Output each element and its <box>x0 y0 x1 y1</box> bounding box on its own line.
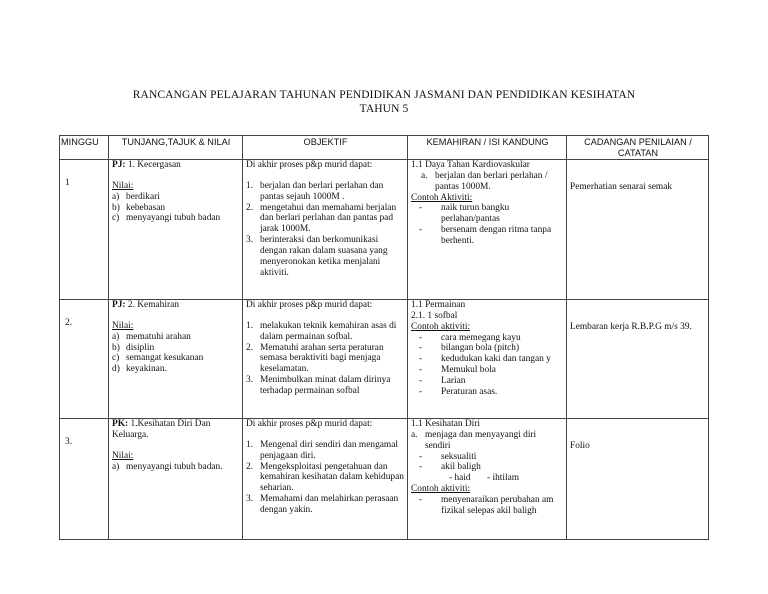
tunjang-title: 2. Kemahiran <box>125 299 179 310</box>
kemahiran-cell <box>408 418 567 539</box>
objektif-cell <box>243 159 408 299</box>
nilai-label: Nilai: <box>112 180 134 191</box>
objektif-cell <box>243 418 408 539</box>
tunjang-title: 1. Kecergasan <box>125 159 181 170</box>
lesson-plan-table <box>59 135 709 540</box>
minggu-cell: 1 <box>60 159 109 299</box>
aktiviti-label: Contoh aktiviti: <box>411 321 471 332</box>
tunjang-cell <box>109 299 243 418</box>
nilai-label: Nilai: <box>112 450 134 461</box>
table-row <box>60 159 709 299</box>
list-item: d) keyakinan. <box>112 364 167 375</box>
nilai-label: Nilai: <box>112 320 134 331</box>
list-item: - bersenam dengan ritma tanpa berhenti. <box>419 225 552 247</box>
tunjang-code: PJ: <box>112 299 126 310</box>
list-item: 3. Menimbulkan minat dalam dirinya terhadap permainan sofbal <box>246 375 391 397</box>
list-item: - naik turun bangku perlahan/pantas <box>419 203 510 225</box>
list-item: b) disiplin <box>112 342 155 353</box>
list-item: - Peraturan asas. <box>419 387 498 398</box>
header-objektif: OBJEKTIF <box>243 136 408 160</box>
list-item: 2. mengetahui dan memahami berjalan dan berlari perlahan dan pantas pad jarak 1000M. <box>246 202 397 235</box>
header-minggu: MINGGU <box>60 136 109 160</box>
list-item: - cara memegang kayu <box>419 332 521 343</box>
kemahiran-cell <box>408 299 567 418</box>
objektif-intro: Di akhir proses p&p murid dapat: <box>246 418 373 429</box>
objektif-cell <box>243 299 408 418</box>
list-item: - kedudukan kaki dan tangan y <box>419 354 551 365</box>
list-item: a) menyayangi tubuh badan. <box>112 461 223 472</box>
list-item: c) semangat kesukanan <box>112 353 204 364</box>
tunjang-cell <box>109 159 243 299</box>
list-item: a) berdikari <box>112 191 160 202</box>
tunjang-title: 1.Kesihatan Diri Dan Keluarga. <box>112 418 211 440</box>
list-item: 1. berjalan dan berlari perlahan dan pantas sejauh 1000M . <box>246 180 384 202</box>
kemahiran-cell <box>408 159 567 299</box>
tunjang-heading <box>112 160 240 171</box>
objektif-intro: Di akhir proses p&p murid dapat: <box>246 159 373 170</box>
list-item: - Memukul bola <box>419 365 496 376</box>
header-kemahiran: KEMAHIRAN / ISI KANDUNG <box>408 136 567 160</box>
list-item: - bilangan bola (pitch) <box>419 343 520 354</box>
list-item: - seksualiti <box>419 451 477 462</box>
tunjang-code: PJ: <box>112 159 126 170</box>
list-item: 1. melakukan teknik kemahiran asas di dalam permainan sofbal. <box>246 320 397 342</box>
list-item: 2. Mengeksploitasi pengetahuan dan kemahiran kesihatan dalam kehidupan seharian. <box>246 461 404 494</box>
list-item: 3. berinteraksi dan berkomunikasi dengan rakan dalam suasana yang menyeronokan ketika menjalani aktiviti. <box>246 235 388 278</box>
kemahiran-title: 1.1 Permainan <box>411 299 466 310</box>
catatan-cell: Lembaran kerja R.B.P.G m/s 39. <box>567 299 709 418</box>
aktiviti-label: Contoh aktiviti: <box>411 484 471 495</box>
tunjang-heading <box>112 419 240 441</box>
kemahiran-title: 1.1 Daya Tahan Kardiovaskular <box>411 159 530 170</box>
table-header-row <box>60 136 709 160</box>
list-item: - akil baligh <box>419 462 481 473</box>
page-title: RANCANGAN PELAJARAN TAHUNAN PENDIDIKAN JASMANI DAN PENDIDIKAN KESIHATAN <box>132 89 636 101</box>
list-item: 1. Mengenal diri sendiri dan mengamal penjagaan diri. <box>246 439 398 461</box>
kemahiran-extra: - haid - ihtilam <box>449 473 520 484</box>
tunjang-cell <box>109 418 243 539</box>
aktiviti-label: Contoh Aktiviti: <box>411 192 473 203</box>
tunjang-code: PK: <box>112 418 129 429</box>
kemahiran-sub: a. menjaga dan menyayangi diri sendiri <box>411 429 537 451</box>
minggu-cell: 3. <box>60 418 109 539</box>
table-row <box>60 299 709 418</box>
page-subtitle: TAHUN 5 <box>359 103 409 115</box>
tunjang-heading <box>112 300 240 311</box>
list-item: a) mematuhi arahan <box>112 331 191 342</box>
list-item: c) menyayangi tubuh badan <box>112 213 221 224</box>
catatan-cell: Folio <box>567 418 709 539</box>
catatan-cell: Pemerhatian senarai semak <box>567 159 709 299</box>
header-tunjang: TUNJANG,TAJUK & NILAI <box>109 136 243 160</box>
objektif-intro: Di akhir proses p&p murid dapat: <box>246 299 373 310</box>
minggu-cell: 2. <box>60 299 109 418</box>
kemahiran-line: 2.1. 1 sofbal <box>411 310 458 321</box>
list-item: 3. Memahami dan melahirkan perasaan dengan yakin. <box>246 494 399 516</box>
table-row <box>60 418 709 539</box>
kemahiran-sub: a. berjalan dan berlari perlahan / pantas 1000M. <box>421 170 548 192</box>
list-item: 2. Mematuhi arahan serta peraturan semasa beraktiviti bagi menjaga keselamatan. <box>246 342 384 375</box>
list-item: - menyenaraikan perubahan am fizikal selepas akil baligh <box>419 495 554 517</box>
list-item: - Larian <box>419 376 466 387</box>
list-item: b) kebebasan <box>112 202 166 213</box>
kemahiran-title: 1.1 Kesihatan Diri <box>411 418 480 429</box>
header-catatan: CADANGAN PENILAIAN / CATATAN <box>567 136 709 160</box>
